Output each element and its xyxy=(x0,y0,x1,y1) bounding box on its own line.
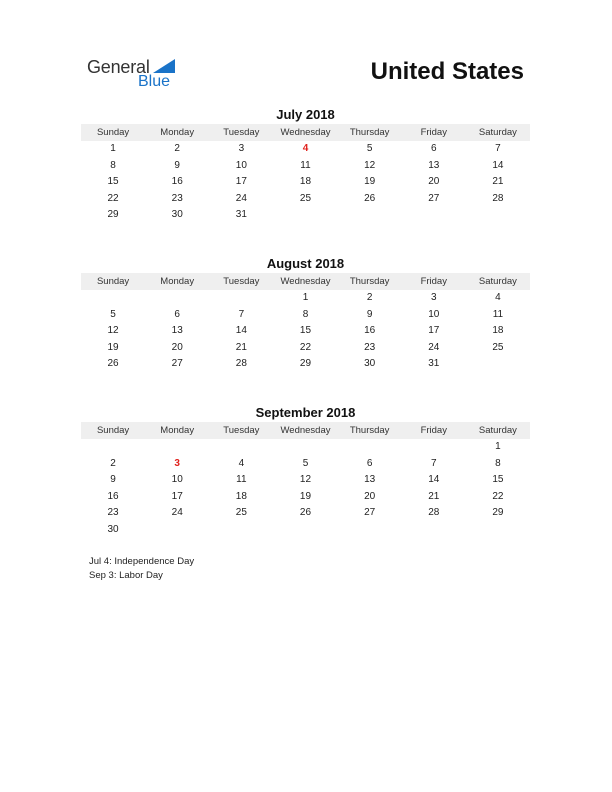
day-cell: 12 xyxy=(299,474,312,485)
empty-day-cell xyxy=(209,439,273,456)
day-cell: 10 xyxy=(428,308,440,320)
holiday-note: Sep 3: Labor Day xyxy=(89,570,163,581)
weekday-header-row xyxy=(81,422,530,439)
weekday-label: Sunday xyxy=(96,425,130,436)
empty-day-cell xyxy=(81,290,145,307)
empty-day-cell xyxy=(273,439,337,456)
country-title: United States xyxy=(370,58,524,85)
day-cell: 11 xyxy=(492,308,504,320)
day-cell: 6 xyxy=(174,308,180,320)
weekday-label: Wednesday xyxy=(280,127,331,138)
day-cell: 27 xyxy=(171,358,183,369)
day-cell: 20 xyxy=(428,176,440,187)
empty-day-cell xyxy=(338,522,402,539)
day-cell: 12 xyxy=(107,325,119,336)
day-cell: 21 xyxy=(235,341,247,353)
week-row xyxy=(81,456,530,473)
empty-day-cell xyxy=(338,207,402,224)
day-cell: 25 xyxy=(492,341,504,353)
logo-general-text: General xyxy=(87,57,150,77)
day-cell: 2 xyxy=(110,457,116,469)
empty-day-cell xyxy=(402,207,466,224)
weekday-label: Saturday xyxy=(478,425,517,436)
week-row xyxy=(81,340,530,357)
holiday-note: Jul 4: Independence Day xyxy=(89,556,195,567)
empty-day-cell xyxy=(273,522,337,539)
day-cell: 24 xyxy=(171,507,183,518)
week-row xyxy=(81,158,530,175)
week-row xyxy=(81,307,530,324)
day-cell: 12 xyxy=(364,159,376,171)
day-cell: 31 xyxy=(428,358,440,369)
weekday-label: Thursday xyxy=(349,425,390,436)
weekday-label: Saturday xyxy=(478,276,517,287)
day-cell: 1 xyxy=(110,143,116,154)
month-title: August 2018 xyxy=(266,256,345,271)
day-cell: 6 xyxy=(430,143,437,154)
month-calendar-september xyxy=(81,404,530,538)
day-cell: 18 xyxy=(235,490,247,502)
day-cell: 17 xyxy=(235,176,247,187)
day-cell: 18 xyxy=(299,176,312,187)
day-cell: 4 xyxy=(238,457,245,469)
empty-day-cell xyxy=(466,207,530,224)
day-cell: 14 xyxy=(428,474,440,485)
day-cell: 2 xyxy=(174,143,180,154)
day-cell: 23 xyxy=(364,341,376,353)
month-title: July 2018 xyxy=(276,107,335,122)
logo xyxy=(87,57,187,93)
day-cell: 17 xyxy=(428,325,440,336)
week-row xyxy=(81,290,530,307)
day-cell: 20 xyxy=(364,490,376,502)
day-cell: 27 xyxy=(428,192,440,204)
day-cell: 21 xyxy=(428,490,440,502)
day-cell: 3 xyxy=(430,292,437,303)
day-cell: 29 xyxy=(299,358,312,369)
day-cell: 31 xyxy=(235,209,247,220)
day-cell: 5 xyxy=(110,308,116,320)
week-row xyxy=(81,505,530,522)
week-row xyxy=(81,323,530,340)
day-cell: 21 xyxy=(492,176,504,187)
day-cell: 5 xyxy=(302,457,309,469)
weekday-label: Thursday xyxy=(349,127,390,138)
day-cell: 13 xyxy=(364,474,376,485)
day-cell: 13 xyxy=(171,325,183,336)
day-cell: 30 xyxy=(171,209,183,220)
day-cell: 25 xyxy=(235,507,247,518)
day-cell: 19 xyxy=(299,490,312,502)
weekday-label: Saturday xyxy=(478,127,517,138)
empty-day-cell xyxy=(402,522,466,539)
week-row xyxy=(81,472,530,489)
weekday-label: Wednesday xyxy=(280,425,331,436)
day-cell: 10 xyxy=(235,159,247,171)
day-cell: 18 xyxy=(492,325,504,336)
empty-day-cell xyxy=(466,522,530,539)
day-cell: 28 xyxy=(492,192,504,204)
day-cell: 30 xyxy=(364,358,376,369)
empty-day-cell xyxy=(209,522,273,539)
day-cell: 15 xyxy=(299,325,312,336)
day-cell: 28 xyxy=(428,507,440,518)
weekday-label: Friday xyxy=(420,425,447,436)
week-row xyxy=(81,489,530,506)
day-cell: 15 xyxy=(107,176,119,187)
week-row xyxy=(81,207,530,224)
week-row xyxy=(81,191,530,208)
day-cell: 22 xyxy=(299,341,312,353)
week-row xyxy=(81,174,530,191)
weekday-label: Tuesday xyxy=(223,127,260,138)
day-cell: 7 xyxy=(430,457,437,469)
weekday-label: Friday xyxy=(420,276,447,287)
day-cell: 24 xyxy=(428,341,440,353)
day-cell: 1 xyxy=(302,292,309,303)
day-cell: 13 xyxy=(428,159,440,171)
empty-day-cell xyxy=(145,290,209,307)
day-cell: 29 xyxy=(492,507,504,518)
day-cell: 16 xyxy=(107,490,119,502)
day-cell: 3 xyxy=(174,457,180,469)
day-cell: 8 xyxy=(302,308,309,320)
day-cell: 22 xyxy=(492,490,504,502)
day-cell: 7 xyxy=(238,308,245,320)
day-cell: 9 xyxy=(366,308,373,320)
day-cell: 11 xyxy=(236,474,247,485)
day-cell: 8 xyxy=(495,457,501,469)
empty-day-cell xyxy=(466,356,530,373)
empty-day-cell xyxy=(145,522,209,539)
weekday-label: Tuesday xyxy=(223,276,260,287)
empty-day-cell xyxy=(273,207,337,224)
day-cell: 17 xyxy=(171,490,183,502)
day-cell: 19 xyxy=(107,341,119,353)
day-cell: 26 xyxy=(364,192,376,204)
day-cell: 30 xyxy=(107,523,119,535)
month-title: September 2018 xyxy=(255,405,356,420)
week-row xyxy=(81,522,530,539)
week-row xyxy=(81,439,530,456)
holiday-notes xyxy=(89,555,194,583)
day-cell: 27 xyxy=(364,507,376,518)
weekday-label: Monday xyxy=(160,127,195,138)
day-cell: 16 xyxy=(364,325,376,336)
day-cell: 29 xyxy=(107,209,119,220)
month-calendar-july xyxy=(81,106,530,224)
day-cell: 7 xyxy=(495,143,501,154)
day-cell: 15 xyxy=(492,474,504,485)
day-cell: 10 xyxy=(171,474,183,485)
weekday-label: Wednesday xyxy=(280,276,331,287)
day-cell: 19 xyxy=(364,176,376,187)
week-row xyxy=(81,356,530,373)
day-cell: 23 xyxy=(107,507,119,518)
weekday-label: Monday xyxy=(160,425,195,436)
empty-day-cell xyxy=(402,439,466,456)
weekday-label: Tuesday xyxy=(223,425,260,436)
day-cell: 26 xyxy=(107,358,119,369)
month-calendar-august xyxy=(81,255,530,373)
logo-triangle-icon xyxy=(153,59,175,73)
day-cell: 5 xyxy=(366,143,373,154)
day-cell: 3 xyxy=(238,143,245,154)
empty-day-cell xyxy=(338,439,402,456)
weekday-label: Friday xyxy=(420,127,447,138)
weekday-label: Sunday xyxy=(96,127,130,138)
day-cell: 28 xyxy=(235,358,247,369)
day-cell: 14 xyxy=(235,325,247,336)
day-cell: 9 xyxy=(174,159,180,171)
day-cell: 14 xyxy=(492,159,504,171)
empty-day-cell xyxy=(81,439,145,456)
weekday-header-row xyxy=(81,273,530,290)
day-cell: 24 xyxy=(235,192,247,204)
weekday-header-row xyxy=(81,124,530,141)
day-cell: 9 xyxy=(110,474,116,485)
weekday-label: Thursday xyxy=(349,276,390,287)
day-cell: 8 xyxy=(110,159,116,171)
day-cell: 16 xyxy=(171,176,183,187)
day-cell: 23 xyxy=(171,192,183,204)
day-cell: 20 xyxy=(171,341,183,353)
day-cell: 25 xyxy=(299,192,312,204)
empty-day-cell xyxy=(209,290,273,307)
weekday-label: Sunday xyxy=(96,276,130,287)
day-cell: 1 xyxy=(495,441,501,452)
day-cell: 11 xyxy=(300,159,311,171)
day-cell: 2 xyxy=(366,292,373,303)
day-cell: 4 xyxy=(495,292,501,303)
day-cell: 22 xyxy=(107,192,119,204)
day-cell: 4 xyxy=(302,143,309,154)
empty-day-cell xyxy=(145,439,209,456)
week-row xyxy=(81,141,530,158)
logo-blue-text: Blue xyxy=(138,73,171,90)
weekday-label: Monday xyxy=(160,276,195,287)
day-cell: 6 xyxy=(366,457,373,469)
day-cell: 26 xyxy=(299,507,312,518)
